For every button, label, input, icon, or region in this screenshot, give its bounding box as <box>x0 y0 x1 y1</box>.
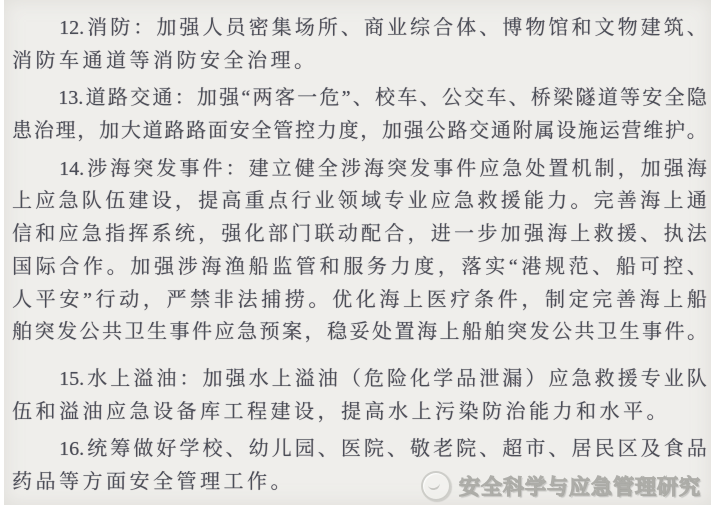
text-line: 上 应 急 队 伍 建 设 ， 提 高 重 点 行 业 领 域 专 业 应 急 救 援 能 力 。 完 善 海 上 通 <box>12 190 707 213</box>
paragraph <box>12 363 707 428</box>
text-line: 信 和 应 急 指 挥 系 统 ， 强 化 部 门 联 动 配 合 ， 进 一 步 加 强 海 上 救 援 、 执 法 <box>12 223 707 246</box>
text-line: 15. 水 上 溢 油 ： 加 强 水 上 溢 油 （ 危 险 化 学 品 泄 漏 ） 应 急 救 援 专 业 队 <box>59 367 707 390</box>
text-line: 国 际 合 作 。 加 强 涉 海 渔 船 监 管 和 服 务 力 度 ， 落 实 “ 港 规 范 、 船 可 控 、 <box>12 255 707 278</box>
emblem-circle-icon <box>421 471 451 501</box>
text-line: 舶 突 发 公 共 卫 生 事 件 应 急 预 案 ， 稳 妥 处 置 海 上 船 舶 突 发 公 共 卫 生 事 件 。 <box>12 321 707 344</box>
paragraph <box>12 153 707 349</box>
text-line: 人 平 安 ” 行 动 ， 严 禁 非 法 捕 捞 。 优 化 海 上 医 疗 条 件 ， 制 定 完 善 海 上 船 <box>12 288 707 311</box>
text-line: 16. 统 筹 做 好 学 校 、 幼 儿 园 、 医 院 、 敬 老 院 、 超 市 、 居 民 区 及 食 品 <box>59 438 707 461</box>
document-page <box>4 0 711 505</box>
text-line: 12. 消 防 ： 加 强 人 员 密 集 场 所 、 商 业 综 合 体 、 博 物 馆 和 文 物 建 筑 、 <box>59 17 707 39</box>
paragraph <box>12 12 707 77</box>
text-line: 13. 道 路 交 通 ： 加 强 “ 两 客 一 危 ” 、 校 车 、 公 交 车 、 桥 梁 隧 道 等 安 全 隐 <box>58 87 707 110</box>
paragraph <box>12 82 707 147</box>
text-line: 患 治 理 ， 加 大 道 路 路 面 安 全 管 控 力 度 ， 加 强 公 路 交 通 附 属 设 施 运 营 维 护 。 <box>12 120 707 143</box>
text-line: 14. 涉 海 突 发 事 件 ： 建 立 健 全 涉 海 突 发 事 件 应 急 处 置 机 制 ， 加 强 海 <box>59 157 707 180</box>
watermark <box>421 471 701 501</box>
document-body <box>12 12 707 499</box>
text-line: 药品等方面安全管理工作。 <box>12 470 294 493</box>
text-line: 伍和溢油应急设备库工程建设，提高水上污染防治能力和水平。 <box>12 400 670 423</box>
watermark-label: 安全科学与应急管理研究 <box>459 476 701 499</box>
text-line: 消防车通道等消防安全治理。 <box>12 49 318 72</box>
